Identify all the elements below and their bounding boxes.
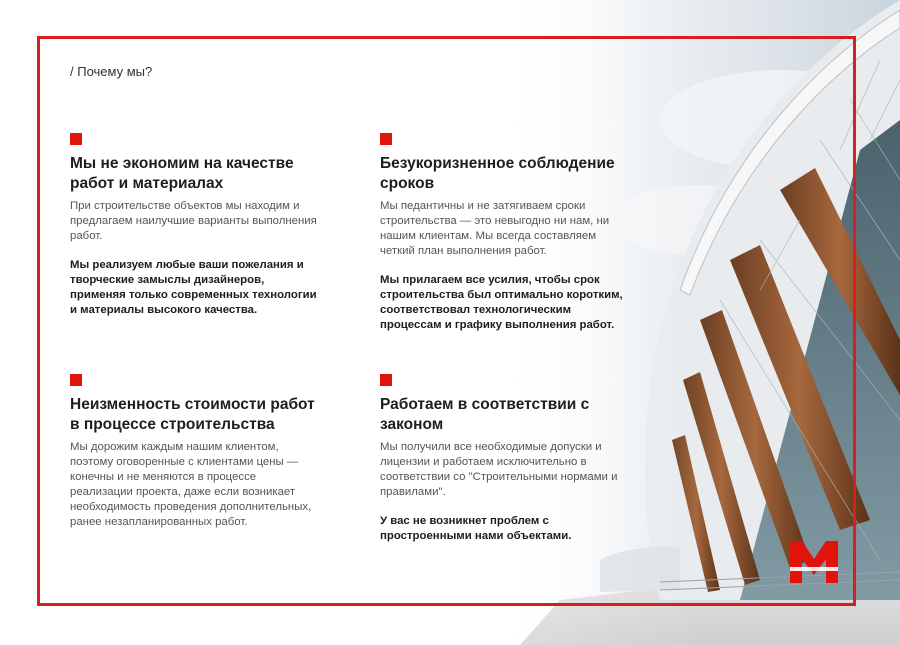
red-square-icon [380, 133, 392, 145]
block-bold-text: У вас не возникнет проблем с простроенными нами объектами. [380, 515, 572, 542]
advantage-block-quality [70, 133, 320, 318]
block-bold-text: Мы реализуем любые ваши пожелания и творческие замыслы дизайнеров, применяя только современных технологии и материалы высокого качества. [70, 259, 317, 316]
red-square-icon [380, 374, 392, 386]
company-logo-icon [788, 537, 840, 585]
block-text: Мы педантичны и не затягиваем сроки строительства — это невыгодно ни нам, ни нашим клиентам. Мы всегда составляем четкий план выполнения работ. [380, 200, 610, 257]
red-square-icon [70, 374, 82, 386]
block-title: Мы не экономим на качестве работ и материалах [70, 155, 294, 192]
block-text: При строительстве объектов мы находим и предлагаем наилучшие варианты выполнения работ. [70, 200, 317, 242]
red-square-icon [70, 133, 82, 145]
block-text: Мы получили все необходимые допуски и лицензии и работаем исключительно в соответствии со "Строительными нормами и правилами". [380, 441, 618, 498]
section-label: / Почему мы? [70, 64, 153, 79]
block-title: Работаем в соответствии с законом [380, 396, 590, 433]
advantage-block-law [380, 374, 630, 544]
block-bold-text: Мы прилагаем все усилия, чтобы срок строительства был оптимально коротким, соответствовал технологическим процессам и графику выполнения работ. [380, 274, 623, 331]
block-title: Неизменность стоимости работ в процессе строительства [70, 396, 315, 433]
advantage-block-deadlines [380, 133, 630, 333]
block-text: Мы дорожим каждым нашим клиентом, поэтому оговоренные с клиентами цены — конечны и не меняются в процессе реализации проекта, даже если возникает необходимость проведения дополнительных, ранее незапланированных работ. [70, 441, 312, 528]
block-title: Безукоризненное соблюдение сроков [380, 155, 615, 192]
advantage-block-fixed-price [70, 374, 320, 530]
